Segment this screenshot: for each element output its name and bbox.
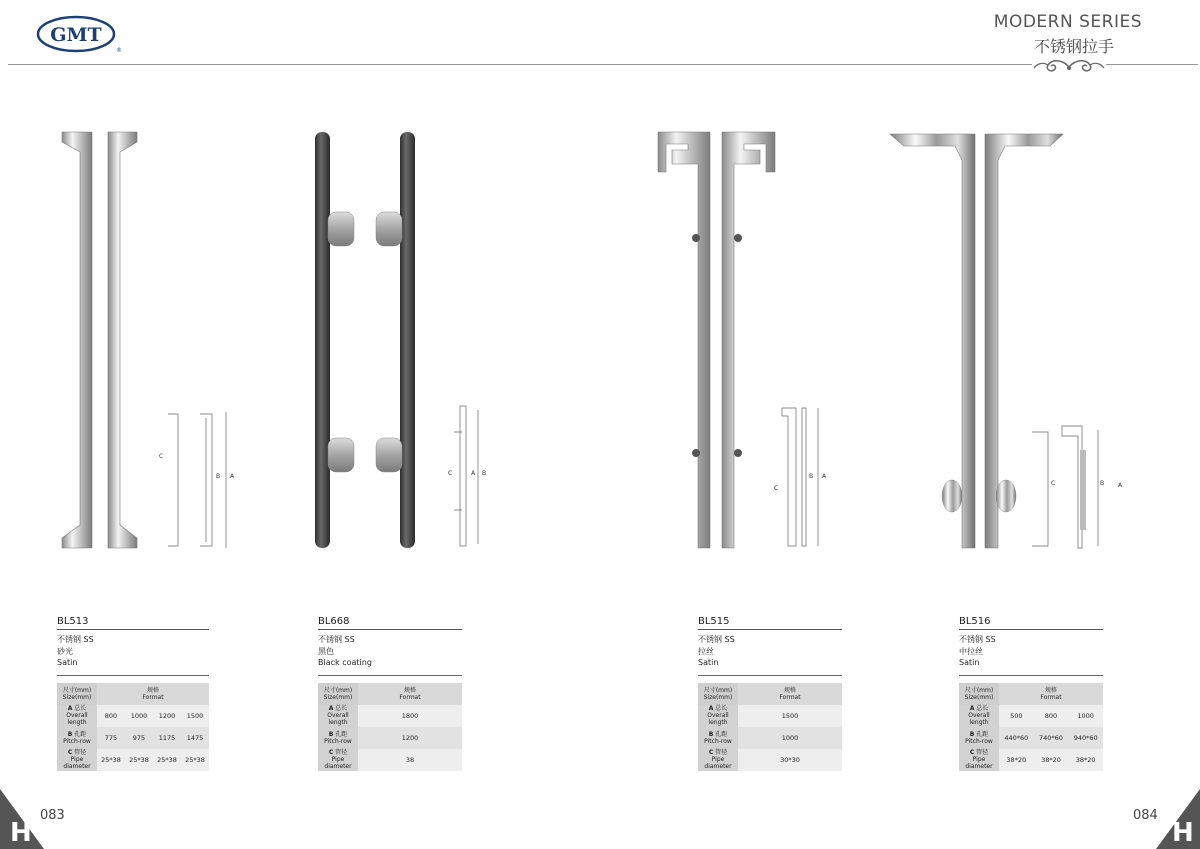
product-bl515 (698, 616, 842, 771)
series-subtitle: 不锈钢拉手 (1033, 37, 1114, 56)
gmt-logo (36, 14, 120, 54)
product-code: BL668 (318, 616, 462, 630)
svg-text:C: C (1051, 480, 1056, 487)
spec-table: 尺寸(mm) Size(mm) 规格 Format A 总长 Overall length 500 800 1000 B 孔距 Pitch-row 440*60 740*60 940*60 C 管径 Pipe diameter 38*20 38*20 38*20 (959, 683, 1103, 771)
svg-text:B: B (216, 473, 221, 480)
svg-text:A: A (822, 473, 827, 480)
page-number-left: 083 (40, 808, 65, 823)
svg-text:A: A (230, 473, 235, 480)
svg-text:B: B (1100, 480, 1105, 487)
product-bl513 (57, 616, 209, 771)
spec-table: 尺寸(mm) Size(mm) 规格 Format A 总长 Overall length 1800 B 孔距 Pitch-row 1200 C 管径 Pipe diameter 38 (318, 683, 462, 771)
page-number-right: 084 (1133, 808, 1158, 823)
svg-text:B: B (809, 473, 814, 480)
product-code: BL513 (57, 616, 209, 630)
bl668-image (315, 132, 415, 548)
material-info: 不锈钢 SS 中拉丝 Satin (959, 635, 996, 667)
svg-text:C: C (448, 470, 453, 477)
product-bl516 (959, 616, 1103, 771)
registered-mark: ® (116, 47, 122, 54)
spec-table: 尺寸(mm) Size(mm) 规格 Format A 总长 Overall length 1500 B 孔距 Pitch-row 1000 C 管径 Pipe diameter 30*30 (698, 683, 842, 771)
product-illustrations (0, 120, 1200, 560)
material-info: 不锈钢 SS 黑色 Black coating (318, 635, 372, 667)
corner-letter: H (10, 818, 32, 848)
bl513-drawing (159, 412, 235, 548)
svg-text:C: C (774, 485, 779, 492)
header-divider (8, 64, 1198, 65)
svg-text:B: B (482, 470, 487, 477)
bl515-drawing (774, 408, 827, 546)
bl668-drawing (448, 406, 486, 546)
logo-text: GMT (50, 24, 102, 46)
svg-text:C: C (159, 453, 164, 460)
bl516-image (890, 134, 1063, 548)
product-code: BL515 (698, 616, 842, 630)
corner-letter: H (1172, 818, 1194, 848)
bl516-drawing (1032, 426, 1123, 548)
bl513-image (62, 132, 137, 548)
material-info: 不锈钢 SS 砂光 Satin (57, 635, 94, 667)
product-code: BL516 (959, 616, 1103, 630)
product-bl668 (318, 616, 462, 771)
svg-text:A: A (471, 470, 476, 477)
corner-tab-right (1156, 789, 1200, 849)
bl515-image (658, 132, 775, 548)
material-info: 不锈钢 SS 拉丝 Satin (698, 635, 735, 667)
ornament-icon (1032, 57, 1106, 77)
spec-table: 尺寸(mm) Size(mm) 规格 Format A 总长 Overall length 800 1000 1200 1500 B 孔距 Pitch-row 775 975 1175 1475 C 管径 Pipe diameter 25*38 25*38 25*38 25*38 (57, 683, 209, 771)
svg-text:A: A (1118, 482, 1123, 489)
series-title: MODERN SERIES (993, 12, 1142, 32)
corner-tab-left (0, 789, 44, 849)
